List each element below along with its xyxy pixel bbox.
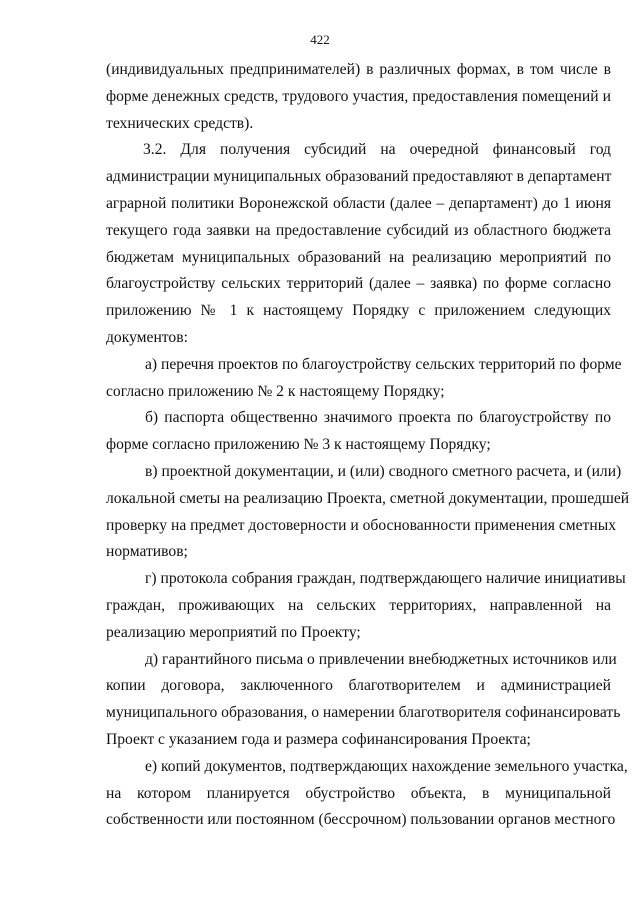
text-line: приложению № 1 к настоящему Порядку с приложением следующих <box>106 302 611 320</box>
text-line: г) протокола собрания граждан, подтверждающего наличие инициативы <box>145 570 626 588</box>
text-line: администрации муниципальных образований предоставляют в департамент <box>106 168 612 186</box>
text-line: благоустройству сельских территорий (далее – заявка) по форме согласно <box>106 275 611 293</box>
text-line: проверку на предмет достоверности и обоснованности применения сметных <box>106 516 616 534</box>
text-line: форме согласно приложению № 3 к настоящему Порядку; <box>106 436 491 454</box>
text-line: Проект с указанием года и размера софинансирования Проекта; <box>106 730 531 748</box>
document-body <box>106 57 630 834</box>
text-line: а) перечня проектов по благоустройству сельских территорий по форме <box>145 355 622 373</box>
text-line: форме денежных средств, трудового участия, предоставления помещений и <box>106 87 611 105</box>
text-line: аграрной политики Воронежской области (далее – департамент) до 1 июня <box>106 194 611 212</box>
text-line: реализацию мероприятий по Проекту; <box>106 623 361 641</box>
text-line: б) паспорта общественно значимого проекта по благоустройству по <box>145 409 611 427</box>
text-line: бюджетам муниципальных образований на реализацию мероприятий по <box>106 248 611 266</box>
text-line: в) проектной документации, и (или) сводного сметного расчета, и (или) <box>145 462 622 480</box>
text-line: муниципального образования, о намерении благотворителя софинансировать <box>106 704 621 722</box>
text-line: е) копий документов, подтверждающих нахождение земельного участка, <box>145 757 628 775</box>
text-line: технических средств). <box>106 114 254 132</box>
text-line: копии договора, заключенного благотворителем и администрацией <box>106 677 611 695</box>
text-line: документов: <box>106 328 188 346</box>
text-line: нормативов; <box>106 543 188 561</box>
text-line: на котором планируется обустройство объекта, в муниципальной <box>106 784 611 802</box>
text-line: 3.2. Для получения субсидий на очередной финансовый год <box>143 141 611 159</box>
text-line: д) гарантийного письма о привлечении внебюджетных источников или <box>145 650 617 668</box>
text-line: локальной сметы на реализацию Проекта, сметной документации, прошедшей <box>106 489 630 507</box>
page-number: 422 <box>310 32 330 47</box>
text-line: граждан, проживающих на сельских территориях, направленной на <box>106 596 611 614</box>
text-line: согласно приложению № 2 к настоящему Порядку; <box>106 382 445 400</box>
text-line: текущего года заявки на предоставление субсидий из областного бюджета <box>106 221 611 239</box>
text-line: собственности или постоянном (бессрочном) пользовании органов местного <box>106 811 616 829</box>
text-line: (индивидуальных предпринимателей) в различных формах, в том числе в <box>106 61 611 78</box>
